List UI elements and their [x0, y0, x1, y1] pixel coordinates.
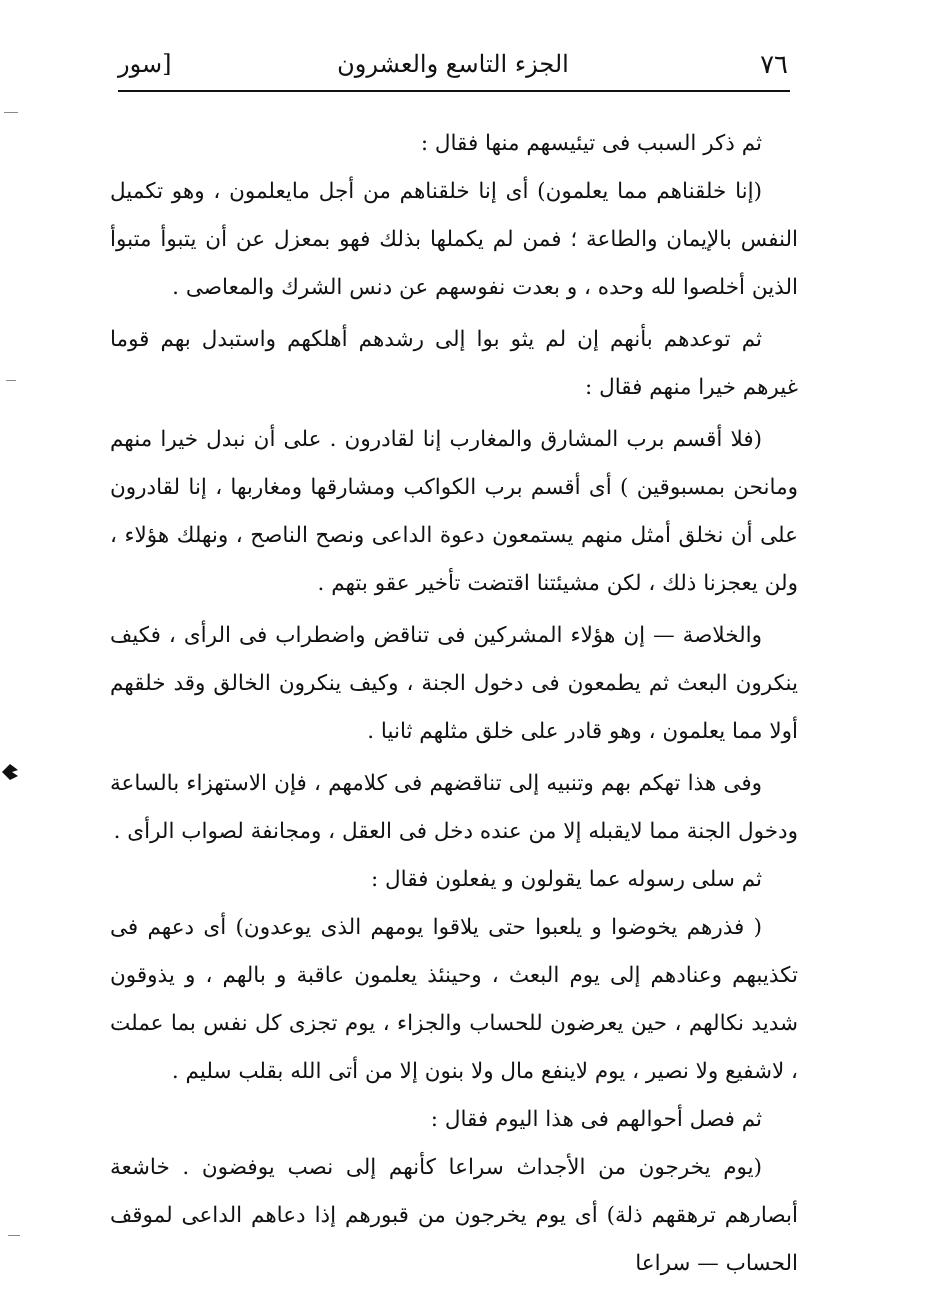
body-text: [110, 120, 798, 1288]
margin-speck: [6, 380, 16, 381]
margin-speck: [4, 112, 18, 113]
surah-label: [سور: [118, 50, 172, 78]
paragraph-verse-oath: (فلا أقسم برب المشارق والمغارب إنا لقادرون . على أن نبدل خيرا منهم ومانحن بمسبوقين ) أى أقسم برب الكواكب ومشارقها ومغاربها ، إنا لقادرون على أن نخلق أمثل منهم يستمعون دعوة الداعى ونصح الناصح ، ونهلك هؤلاء ، ولن يعجزنا ذلك ، لكن مشيئتنا اقتضت تأخير عقو بتهم .: [110, 427, 798, 596]
paragraph-verse-leave-them: ( فذرهم يخوضوا و يلعبوا حتى يلاقوا يومهم الذى يوعدون) أى دعهم فى تكذيبهم وعنادهم إلى يوم البعث ، وحينئذ يعلمون عاقبة و بالهم ، و يذوقون شديد نكالهم ، حين يعرضون للحساب والجزاء ، يوم تجزى كل نفس بما عملت ، لاشفيع ولا نصير ، يوم لاينفع مال ولا بنون إلا من أتى الله بقلب سليم .: [110, 915, 798, 1084]
paragraph-details: ثم فصل أحوالهم فى هذا اليوم فقال :: [430, 1107, 762, 1132]
paragraph-threat: ثم توعدهم بأنهم إن لم يثو بوا إلى رشدهم أهلكهم واستبدل بهم قوما غيرهم خيرا منهم فقال :: [110, 327, 798, 400]
page-header: [118, 44, 788, 90]
paragraph-summary: والخلاصة — إن هؤلاء المشركين فى تناقض واضطراب فى الرأى ، فكيف ينكرون البعث ثم يطمعون فى دخول الجنة ، وكيف ينكرون الخالق وقد خلقهم أولا مما يعلمون ، وهو قادر على خلق مثلهم ثانيا .: [110, 623, 798, 744]
paragraph-consolation: ثم سلى رسوله عما يقولون و يفعلون فقال :: [370, 867, 762, 892]
margin-marker-icon: [0, 760, 20, 784]
juz-title: الجزء التاسع والعشرون: [337, 50, 569, 78]
paragraph-intro-cause: ثم ذكر السبب فى تيئيسهم منها فقال :: [420, 131, 762, 156]
paragraph-verse-graves: (يوم يخرجون من الأجداث سراعا كأنهم إلى نصب يوفضون . خاشعة أبصارهم ترهقهم ذلة) أى يوم يخرجون من قبورهم إذا دعاهم الداعى لموقف الحساب — سراعا: [110, 1155, 798, 1276]
paragraph-verse-created: (إنا خلقناهم مما يعلمون) أى إنا خلقناهم من أجل مايعلمون ، وهو تكميل النفس بالإيمان والطاعة ؛ فمن لم يكملها بذلك فهو بمعزل عن أن يتبوأ متبوأ الذين أخلصوا لله وحده ، و بعدت نفوسهم عن دنس الشرك والمعاصى .: [110, 179, 798, 300]
page-number: ٧٦: [760, 50, 788, 80]
paragraph-mockery: وفى هذا تهكم بهم وتنبيه إلى تناقضهم فى كلامهم ، فإن الاستهزاء بالساعة ودخول الجنة مما لايقبله إلا من عنده دخل فى العقل ، ومجانفة لصواب الرأى .: [110, 771, 798, 844]
header-rule: [118, 90, 790, 92]
margin-speck: [8, 1235, 20, 1236]
